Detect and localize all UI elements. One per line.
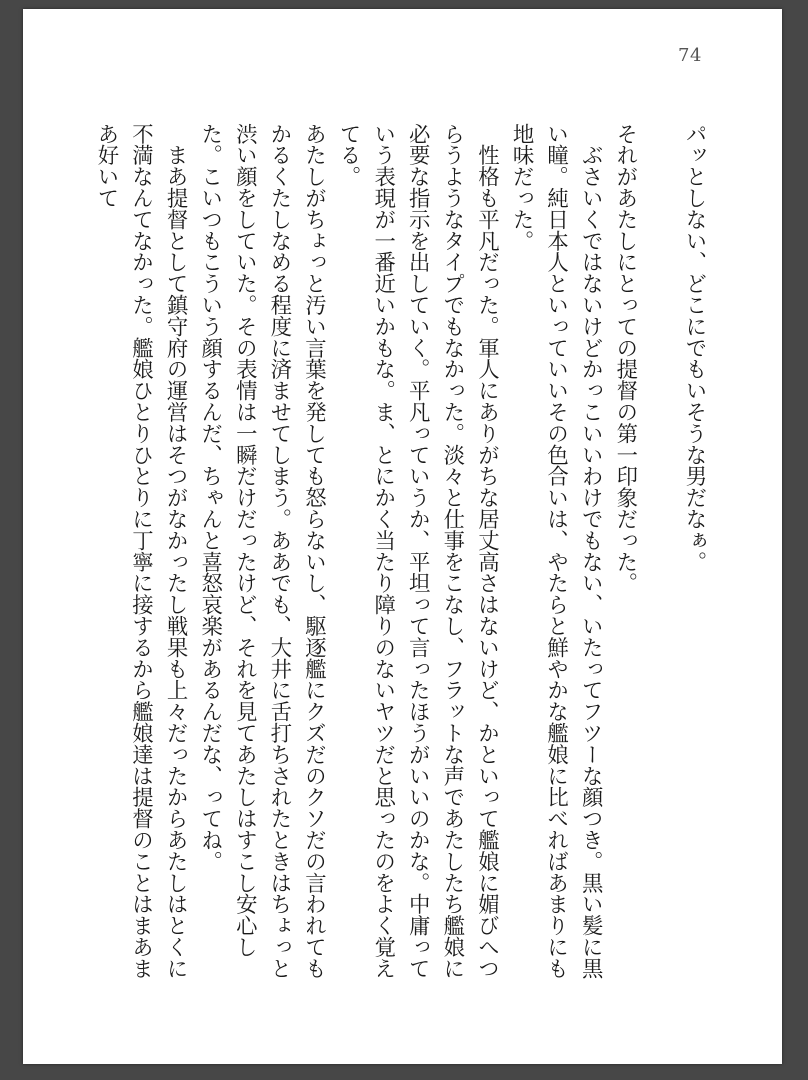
paragraph-reactions: あたしがちょっと汚い言葉を発しても怒らないし、駆逐艦にクズだのクソだの言われてもかるくたしなめる程度に済ませてしまう。ああでも、大井に舌打ちされたときはちょっと渋い顔をしていた。その表情は一瞬だけだったけど、それを見てあたしはすこし安心した。こいつもこういう顔するんだ、ちゃんと喜怒哀楽があるんだな、ってね。: [197, 123, 327, 979]
paragraph-admiral-role: [88, 123, 192, 989]
paragraph-personality: [330, 123, 503, 989]
paragraph-first-impression: それがあたしにとっての提督の第一印象だった。: [612, 123, 638, 594]
paragraph-appearance: [503, 123, 607, 989]
paragraph-personality-text: 性格も平凡だった。軍人にありがちな居丈高さはないけど、かといって艦娘に媚びへつらうようなタイプでもなかった。淡々と仕事をこなし、フラットな声であたしたち艦娘に必要な指示を出していく。平凡っていうか、平坦って言ったほうがいいのかな。中庸っていう表現が一番近いかもな。ま、とにかく当たり障りのないヤツだと思ったのをよく覚えてる。: [336, 123, 500, 980]
paragraph-admiral-role-text: まあ提督として鎮守府の運営はそつがなかったし戦果も上々だったからあたしはとくに不満なんてなかった。艦娘ひとりひとりに丁寧に接するから艦娘達は提督のことはまあまあ好いて: [93, 123, 189, 980]
vertical-body-text: [93, 123, 711, 989]
paragraph-appearance-text: ぶさいくではないけどかっこいいわけでもない、いたってフツーな顔つき。黒い髪に黒い瞳。純日本人といっていいその色合いは、やたらと鮮やかな艦娘に比べればあまりにも地味だった。: [509, 123, 604, 980]
indent: [578, 123, 603, 144]
page-number: 74: [678, 45, 702, 66]
paragraph-blank-line: [642, 123, 677, 989]
book-page[interactable]: [23, 9, 782, 1064]
indent: [163, 123, 188, 144]
paragraph-opening-thought: パッとしない、どこにでもいそうな男だなぁ。: [682, 123, 707, 573]
indent: [474, 123, 499, 144]
